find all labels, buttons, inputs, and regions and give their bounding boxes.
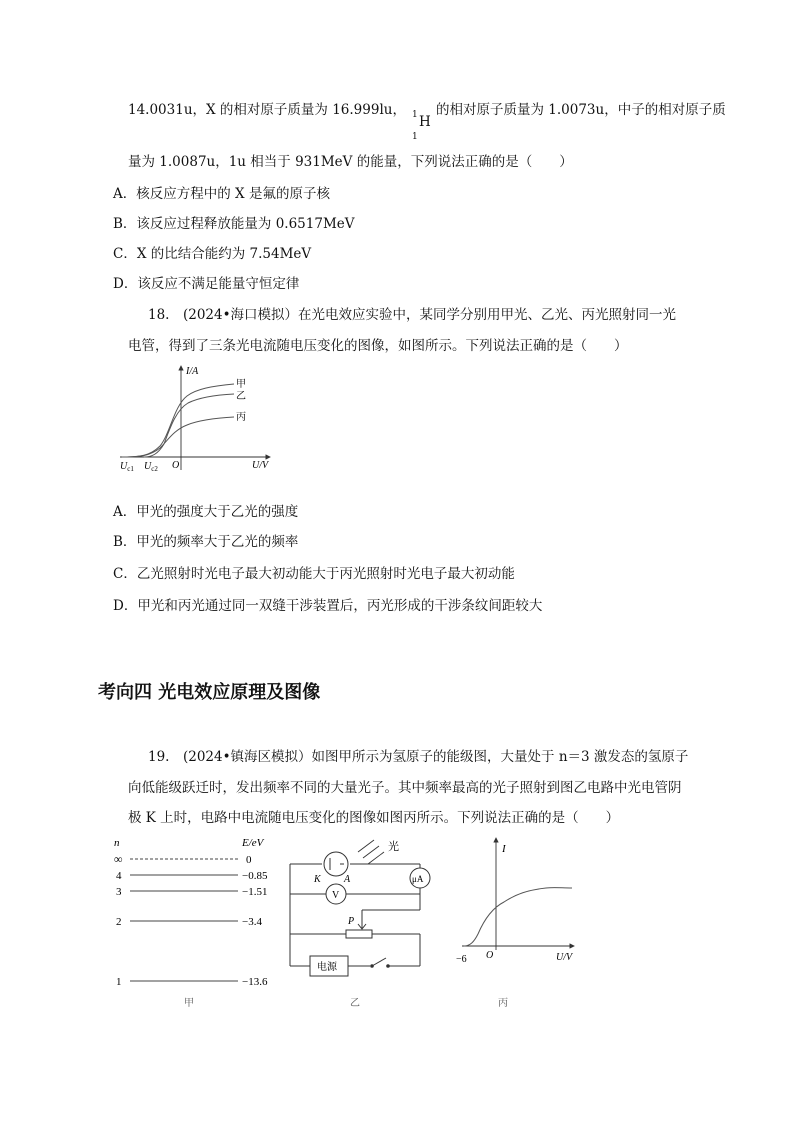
- q18-stem-line2: 电管，得到了三条光电流随电压变化的图像，如图所示。下列说法正确的是（ ）: [128, 338, 628, 354]
- light-label: 光: [388, 841, 399, 853]
- q17-line1-a: 14.0031u，X 的相对原子质量为 16.999lu，: [128, 102, 406, 118]
- level-3-e: −1.51: [242, 886, 268, 898]
- light-ray-1: [358, 840, 374, 852]
- uc2-label: $U_{c2}$: [144, 461, 158, 473]
- n-axis-label: n: [114, 837, 120, 849]
- photoelectric-circuit: [284, 832, 444, 1012]
- figure-caption-yi: 乙: [350, 998, 360, 1009]
- uc1-label: $U_{c1}$: [120, 461, 134, 473]
- cathode-label: K: [314, 874, 321, 885]
- voltmeter-label: V: [332, 890, 340, 901]
- y-axis-label: I: [502, 843, 506, 855]
- curve-label-jia: 甲: [236, 379, 246, 390]
- q17-line1: [128, 98, 726, 142]
- iv-curve: [464, 888, 572, 946]
- cutoff-voltage-label: −6: [456, 954, 467, 965]
- level-infinity-e: 0: [246, 854, 252, 866]
- curve-label-bing: 丙: [236, 412, 246, 423]
- energy-axis-label: E/eV: [242, 837, 264, 849]
- current-voltage-graph: [454, 832, 594, 1012]
- q18-option-b: B．甲光的频率大于乙光的频率: [113, 534, 299, 550]
- origin-label: O: [172, 460, 180, 471]
- curve-yi: [144, 394, 234, 457]
- level-2-n: 2: [116, 916, 122, 928]
- q17-option-b: B．该反应过程释放能量为 0.6517MeV: [113, 216, 355, 232]
- level-1-n: 1: [116, 976, 122, 988]
- slider-label: P: [348, 916, 355, 927]
- hydrogen-letter: H: [418, 114, 431, 130]
- switch-blade: [372, 958, 386, 966]
- level-1-e: −13.6: [242, 976, 268, 988]
- level-infinity-n: ∞: [114, 852, 123, 866]
- curve-label-yi: 乙: [236, 391, 246, 402]
- hydrogen-mass-number: 1: [411, 110, 418, 120]
- microammeter-label: μA: [412, 874, 424, 884]
- q17-line1-b: 的相对原子质量为 1.0073u，中子的相对原子质: [435, 102, 726, 118]
- x-axis-label: U/V: [252, 460, 269, 471]
- anode-label: A: [344, 874, 351, 885]
- q17-line2: 量为 1.0087u，1u 相当于 931MeV 的能量，下列说法正确的是（ ）: [128, 154, 573, 170]
- q18-option-c: C．乙光照射时光电子最大初动能大于丙光照射时光电子最大初动能: [113, 566, 515, 582]
- light-ray-3: [368, 852, 384, 864]
- q19-stem-line3: 极 K 上时，电路中电流随电压变化的图像如图丙所示。下列说法正确的是（ ）: [128, 810, 620, 826]
- q18-option-d: D．甲光和丙光通过同一双缝干涉装置后，丙光形成的干涉条纹间距较大: [113, 598, 543, 614]
- figure-caption-bing: 丙: [498, 998, 508, 1009]
- light-ray-2: [363, 846, 379, 858]
- q19-stem-line1: 19. (2024•镇海区模拟）如图甲所示为氢原子的能级图，大量处于 n＝3 激发态的氢原子: [148, 749, 689, 765]
- energy-level-diagram: [108, 832, 288, 1012]
- section-heading: 考向四 光电效应原理及图像: [98, 682, 321, 703]
- level-2-e: −3.4: [242, 916, 262, 928]
- x-axis-label: U/V: [556, 952, 573, 963]
- q17-option-c: C．X 的比结合能约为 7.54MeV: [113, 246, 312, 262]
- hydrogen-atomic-number: 1: [411, 132, 418, 142]
- photoelectric-iv-figure: [112, 362, 277, 477]
- level-4-n: 4: [116, 870, 122, 882]
- q19-stem-line2: 向低能级跃迁时，发出频率不同的大量光子。其中频率最高的光子照射到图乙电路中光电管阴: [128, 780, 682, 796]
- origin-label: O: [486, 950, 494, 961]
- q17-option-a: A．核反应方程中的 X 是氟的原子核: [113, 186, 330, 202]
- q17-option-d: D．该反应不满足能量守恒定律: [113, 276, 300, 292]
- curve-bing: [122, 417, 234, 457]
- power-source-label: 电源: [317, 962, 337, 973]
- q18-stem-line1: 18. (2024•海口模拟）在光电效应实验中，某同学分别用甲光、乙光、丙光照射同一光: [148, 307, 677, 323]
- figure-caption-jia: 甲: [184, 998, 194, 1009]
- level-3-n: 3: [116, 886, 122, 898]
- phototube: [324, 852, 348, 876]
- rheostat: [346, 930, 372, 938]
- q18-option-a: A．甲光的强度大于乙光的强度: [113, 504, 299, 520]
- level-4-e: −0.85: [242, 870, 268, 882]
- y-axis-label: I/A: [186, 366, 199, 377]
